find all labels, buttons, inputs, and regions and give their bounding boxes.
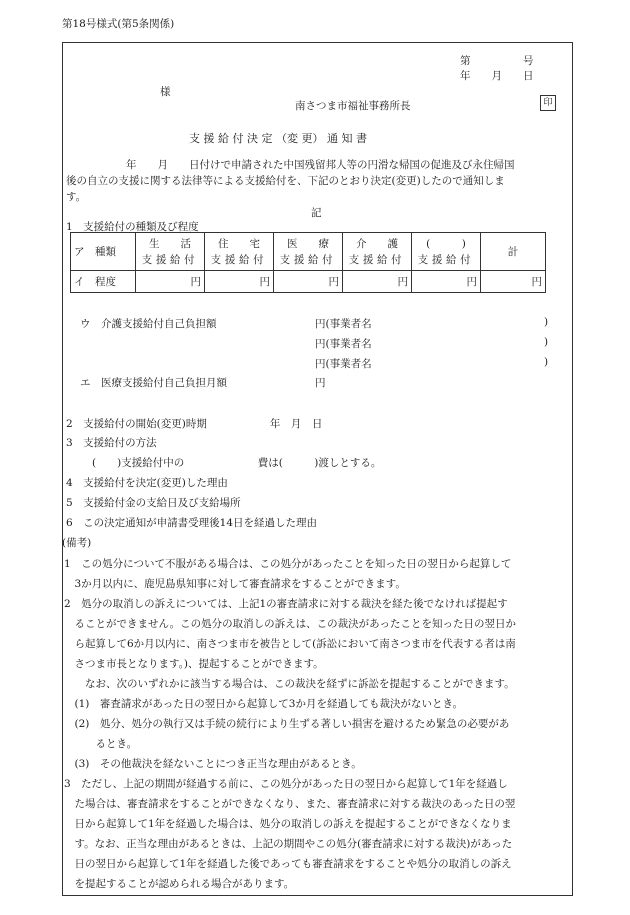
col-housing: 住 宅 支援給付 [205,233,274,271]
number-line: 第 号 [460,55,534,67]
item-4: 4 支援給付を決定(変更)した理由 [66,477,228,489]
remark-line: なお、次のいずれかに該当する場合は、この裁決を経ずに訴訟を提起することができます。 [64,678,515,690]
col-other: ( ) 支援給付 [412,233,481,271]
row-degree-label: イ 程度 [71,271,136,293]
intro-line-2: 後の自立の支援に関する法律等による支援給付を、下記のとおり決定(変更)したので通知しま [66,175,505,187]
cell-housing-yen: 円 [205,271,274,293]
care-copay-label: ウ 介護支援給付自己負担額 [80,318,217,330]
care-row-1: 円(事業者名 [315,318,372,330]
item-5: 5 支援給付金の支給日及び支給場所 [66,497,241,509]
sender-name: 南さつま市福祉事務所長 [295,100,411,112]
remark-line: ら起算して6か月以内に、南さつま市を被告として(訴訟において南さつま市を代表する者は南 [64,638,516,650]
ki-mark: 記 [311,207,322,219]
care-row-2-close: ) [544,336,549,348]
care-row-3: 円(事業者名 [315,358,372,370]
section-1-heading: 1 支援給付の種類及び程度 [66,221,199,233]
item-3: 3 支援給付の方法 [66,437,157,449]
remark-line: す。なお、正当な理由があるときは、上記の期間やこの処分(審査請求に対する裁決)があった [64,838,513,850]
document-title: 支 援 給 付 決 定 （変 更） 通 知 書 [189,132,367,145]
col-total: 計 [481,233,546,271]
care-row-3-close: ) [544,356,549,368]
row-type-label: ア 種類 [71,233,136,271]
item-2: 2 支援給付の開始(変更)時期 年 月 日 [66,418,323,430]
col-medical: 医 療 支援給付 [274,233,343,271]
benefit-table [70,232,546,293]
remark-line: 日から起算して1年を経過した場合は、処分の取消しの訴えを提起することができなくなりま [64,818,512,830]
remark-line: ることができません。この処分の取消しの訴えは、この裁決があったことを知った日の翌日か [64,618,517,630]
item-3-method: ( )支援給付中の 費は( )渡しとする。 [92,457,382,469]
cell-care-yen: 円 [343,271,412,293]
care-row-1-close: ) [544,316,549,328]
remark-line: 3 ただし、上記の期間が経過する前に、この処分があった日の翌日から起算して1年を経過し [64,778,508,790]
intro-line-1: 年 月 日付けで申請された中国残留邦人等の円滑な帰国の促進及び永住帰国 [126,159,515,171]
cell-other-yen: 円 [412,271,481,293]
remark-line: るとき。 [64,738,138,750]
remark-line: さつま市長となります。)、提起することができます。 [64,658,324,670]
remark-line: 3か月以内に、鹿児島県知事に対して審査請求をすることができます。 [64,578,406,590]
cell-total-yen: 円 [481,271,546,293]
date-line: 年 月 日 [460,70,534,82]
remarks-body [64,554,569,894]
medical-copay-unit: 円 [315,377,326,389]
remark-line: 2 処分の取消しの訴えについては、上記1の審査請求に対する裁決を経た後でなければ提起す [64,598,508,610]
remark-line: (2) 処分、処分の執行又は手続の続行により生ずる著しい損害を避けるため緊急の必要があ [64,718,510,730]
remark-line: 日の翌日から起算して1年を経過した後であっても審査請求をすることや処分の取消しの訴え [64,858,512,870]
cell-livelihood-yen: 円 [136,271,205,293]
care-row-2: 円(事業者名 [315,338,372,350]
medical-copay-label: エ 医療支援給付自己負担月額 [80,377,227,389]
remarks-heading: (備考) [62,537,92,549]
col-livelihood: 生 活 支援給付 [136,233,205,271]
col-care: 介 護 支援給付 [343,233,412,271]
cell-medical-yen: 円 [274,271,343,293]
remark-line: た場合は、審査請求をすることができなくなり、また、審査請求に対する裁決のあった日の翌 [64,798,516,810]
remark-line: 1 この処分について不服がある場合は、この処分があったことを知った日の翌日から起算して [64,558,512,570]
addressee-suffix: 様 [160,86,171,98]
item-6: 6 この決定通知が申請書受理後14日を経過した理由 [66,517,318,529]
remark-line: を提起することが認められる場合があります。 [64,878,295,890]
seal-mark: 印 [540,95,556,111]
intro-line-3: す。 [66,191,87,203]
remark-line: (1) 審査請求があった日の翌日から起算して3か月を経過しても裁決がないとき。 [64,698,464,710]
remark-line: (3) その他裁決を経ないことにつき正当な理由があるとき。 [64,758,362,770]
form-number: 第18号様式(第5条関係) [62,18,175,30]
